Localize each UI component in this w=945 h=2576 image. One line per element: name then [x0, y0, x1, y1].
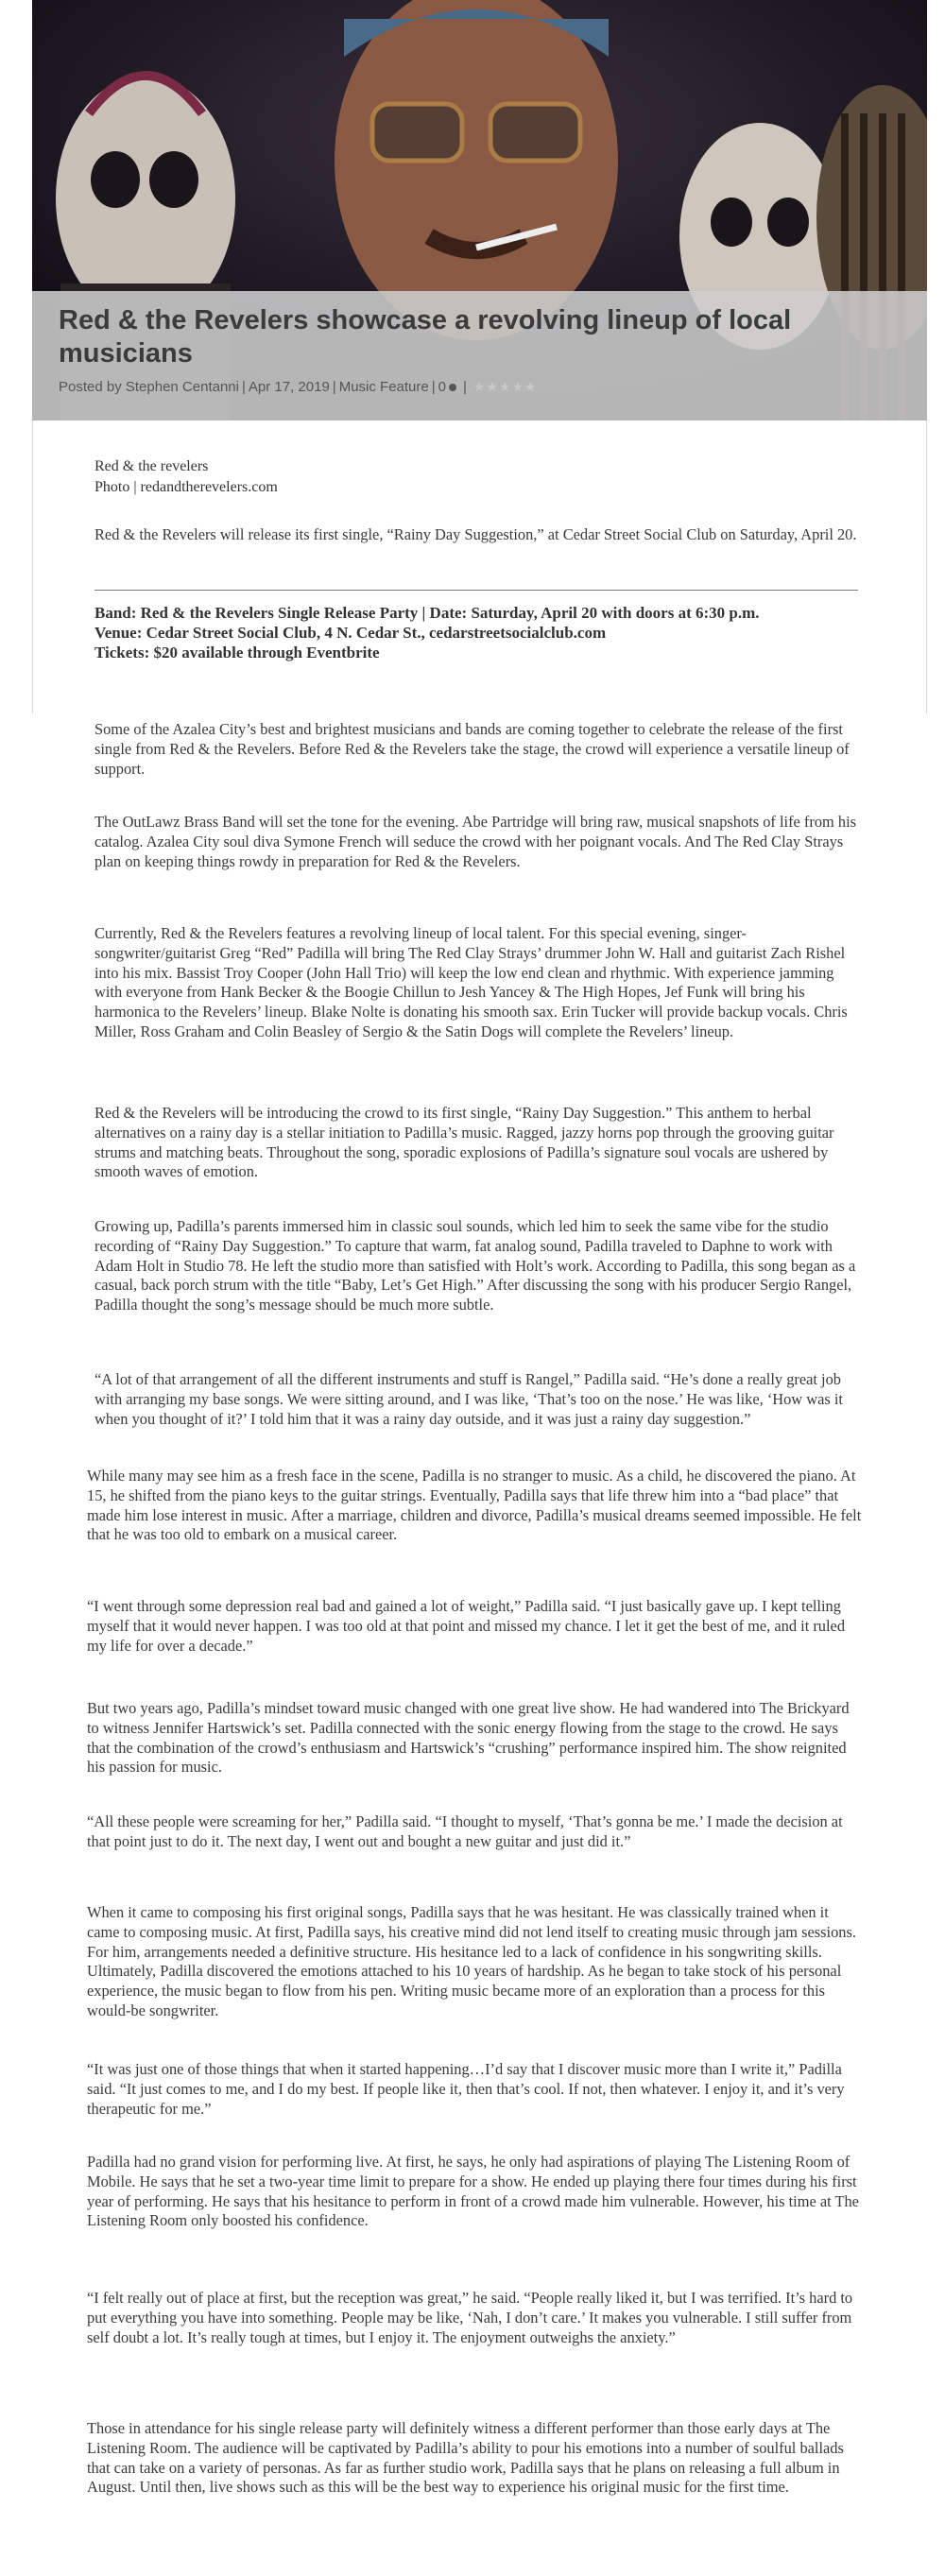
- event-venue: Venue: Cedar Street Social Club, 4 N. Cedar St., cedarstreetsocialclub.com: [94, 624, 607, 642]
- author-link[interactable]: Posted by Stephen Centanni: [59, 379, 239, 395]
- comment-icon: [449, 384, 456, 391]
- paragraph-6: “A lot of that arrangement of all the different instruments and stuff is Rangel,” Padilla said. “He’s done a really great job with arranging my base songs. We were sitting around, and I was like, ‘That’s too on the nose.’ He was like, ‘How was it when you thought of it?’ I told him that it was a rainy day outside, and it was just a rainy day suggestion.”: [94, 1370, 843, 1428]
- category-link[interactable]: Music Feature: [338, 379, 429, 395]
- caption-credit: Photo | redandtherevelers.com: [94, 479, 278, 495]
- paragraph-10: “All these people were screaming for her,” Padilla said. “I thought to myself, ‘That’s gonna be me.’ I made the decision at that point just to do it. The next day, I went out and bought a new guitar and just did it.”: [87, 1812, 843, 1850]
- photo-caption: [94, 456, 278, 498]
- meta-separator: |: [332, 379, 336, 395]
- intro-paragraph: Red & the Revelers will release its first single, “Rainy Day Suggestion,” at Cedar Street Social Club on Saturday, April 20.: [94, 525, 857, 543]
- event-details: [94, 603, 858, 662]
- event-band-date: Band: Red & the Revelers Single Release Party | Date: Saturday, April 20 with doors at 6:30 p.m.: [94, 604, 760, 622]
- post-date: Apr 17, 2019: [248, 379, 330, 395]
- paragraph-7: While many may see him as a fresh face in the scene, Padilla is no stranger to music. As a child, he discovered the piano. At 15, he shifted from the piano keys to the guitar strings. Eventually, Padilla says that life threw him into a “bad place” that made him lose interest in music. After a marriage, children and divorce, Padilla’s musical dreams seemed impossible. He felt that he was too old to embark on a musical career.: [87, 1467, 862, 1544]
- paragraph-11: When it came to composing his first original songs, Padilla says that he was hesitant. He was classically trained when it came to composing music. At first, Padilla says, his creative mind did not lend itself to creating music through jam sessions. For him, arrangements needed a definitive structure. His hesitance led to a lack of confidence in his songwriting skills. Ultimately, Padilla discovered the emotions attached to his 10 years of hardship. As he began to take stock of his personal experience, the music began to flow from his pen. Writing music became more of an exploration than a process for this would-be songwriter.: [87, 1903, 856, 2019]
- rating-stars-icon: ★★★★★: [472, 379, 538, 394]
- hero-image: [32, 0, 927, 421]
- paragraph-3: Currently, Red & the Revelers features a revolving lineup of local talent. For this special evening, singer-songwriter/guitarist Greg “Red” Padilla will bring The Red Clay Strays’ drummer John W. Hall and guitarist Zach Rishel into his mix. Bassist Troy Cooper (John Hall Trio) will keep the low end clean and rhythmic. With experience jamming with everyone from Hank Becker & the Boogie Chillun to Jesh Yancey & The High Hopes, Jef Funk will bring his harmonica to the Revelers’ lineup. Blake Nolte is donating his smooth sax. Erin Tucker will provide backup vocals. Chris Miller, Ross Graham and Colin Beasley of Sergio & the Satin Dogs will complete the Revelers’ lineup.: [94, 924, 848, 1040]
- content-frame-right: [926, 421, 927, 713]
- event-tickets: Tickets: $20 available through Eventbrite: [94, 644, 380, 661]
- paragraph-13: Padilla had no grand vision for performing live. At first, he says, he only had aspirations of playing The Listening Room of Mobile. He says that he set a two-year time limit to prepare for a show. He ended up playing there four times during his first year of performing. He says that his hesitance to perform in front of a crowd made him vulnerable. However, his time at The Listening Room only boosted his confidence.: [87, 2153, 859, 2230]
- paragraph-5: Growing up, Padilla’s parents immersed him in classic soul sounds, which led him to seek the same vibe for the studio recording of “Rainy Day Suggestion.” To capture that warm, fat analog sound, Padilla traveled to Daphne to work with Adam Holt in Studio 78. He left the studio more than satisfied with Holt’s work. According to Padilla, this song began as a casual, back porch strum with the title “Baby, Let’s Get High.” After discussing the song with his producer Sergio Rangel, Padilla thought the song’s message should be much more subtle.: [94, 1217, 856, 1314]
- comment-count[interactable]: 0: [438, 379, 446, 395]
- post-header: [32, 291, 927, 421]
- paragraph-12: “It was just one of those things that when it started happening…I’d say that I discover music more than I write it,” Padilla said. “It just comes to me, and I do my best. If people like it, then that’s cool. If not, then whatever. I enjoy it, and it’s very therapeutic for me.”: [87, 2060, 845, 2118]
- meta-separator: |: [431, 379, 436, 395]
- paragraph-2: The OutLawz Brass Band will set the tone for the evening. Abe Partridge will bring raw, musical snapshots of life from his catalog. Azalea City soul diva Symone French will seduce the crowd with her poignant vocals. And The Red Clay Strays plan on keeping things rowdy in preparation for Red & the Revelers.: [94, 813, 856, 870]
- content-frame-left: [32, 421, 33, 713]
- post-meta: [59, 379, 901, 395]
- divider: [94, 590, 858, 591]
- paragraph-15: Those in attendance for his single release party will definitely witness a different performer than those early days at The Listening Room. The audience will be captivated by Padilla’s ability to pour his emotions into a number of soulful ballads that can take on a variety of personas. As far as further studio work, Padilla says that he plans on releasing a full album in August. Until then, live shows such as this will be the best way to experience his original music for the first time.: [87, 2419, 844, 2497]
- paragraph-9: But two years ago, Padilla’s mindset toward music changed with one great live show. He had wandered into The Brickyard to witness Jennifer Hartswick’s set. Padilla connected with the sonic energy flowing from the stage to the crowd. He says that the combination of the crowd’s enthusiasm and Hartswick’s “crushing” performance inspired him. The show reignited his passion for music.: [87, 1699, 850, 1777]
- meta-separator: |: [241, 379, 246, 395]
- paragraph-14: “I felt really out of place at first, but the reception was great,” he said. “People really liked it, but I was terrified. It’s hard to put everything you have into something. People may be like, ‘Nah, I don’t care.’ It makes you vulnerable. I still suffer from self doubt a lot. It’s really tough at times, but I enjoy it. The enjoyment outweighs the anxiety.”: [87, 2289, 853, 2346]
- paragraph-1: Some of the Azalea City’s best and brightest musicians and bands are coming together to celebrate the release of the first single from Red & the Revelers. Before Red & the Revelers take the stage, the crowd will experience a versatile lineup of support.: [94, 720, 850, 778]
- post-title: Red & the Revelers showcase a revolving lineup of local musicians: [59, 305, 792, 369]
- meta-separator: |: [463, 379, 467, 395]
- caption-title: Red & the revelers: [94, 458, 209, 474]
- paragraph-4: Red & the Revelers will be introducing the crowd to its first single, “Rainy Day Suggestion.” This anthem to herbal alternatives on a rainy day is a stellar initiation to Padilla’s music. Ragged, jazzy horns pop through the grooving guitar strums and matching beats. Throughout the song, sporadic explosions of Padilla’s signature soul vocals are ushered by smooth waves of emotion.: [94, 1104, 834, 1181]
- paragraph-8: “I went through some depression real bad and gained a lot of weight,” Padilla said. “I just basically gave up. I kept telling myself that it would never happen. I was too old at that point and missed my chance. I let it get the best of me, and it ruled my life for over a decade.”: [87, 1597, 846, 1655]
